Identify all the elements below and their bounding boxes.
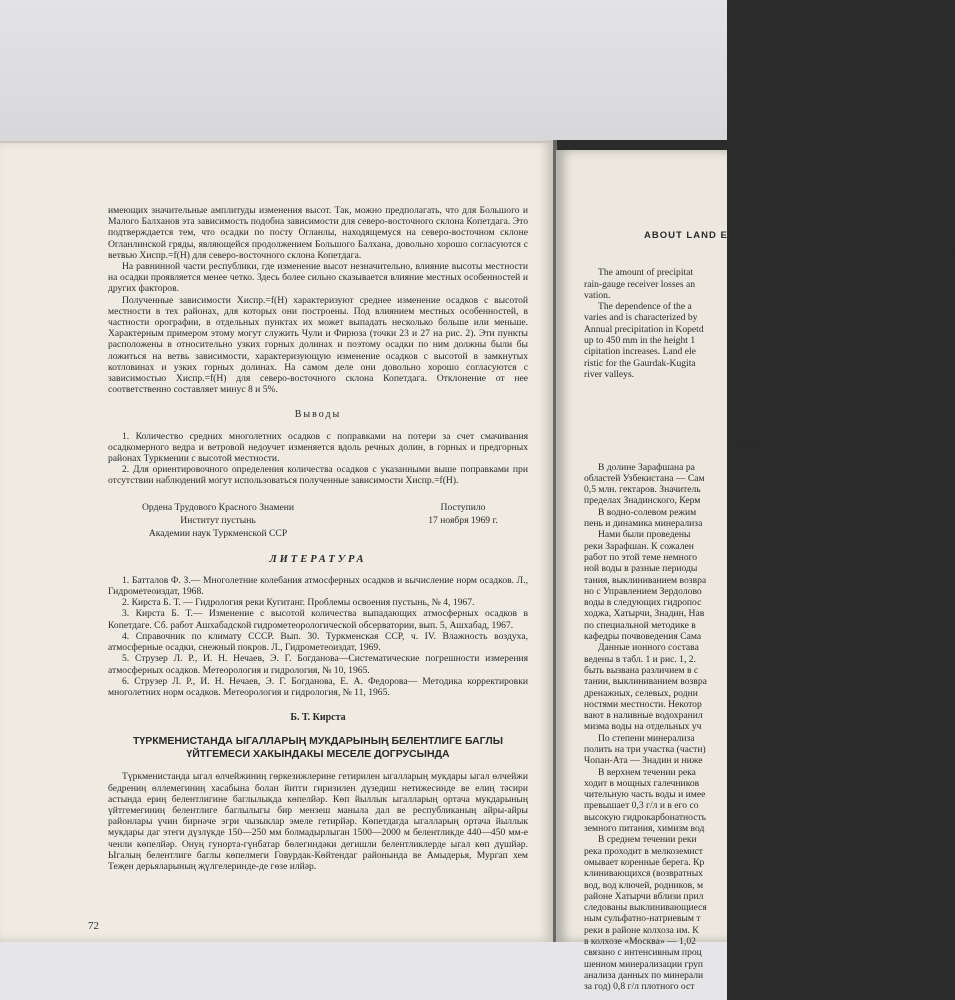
article-line: Чопан-Ата — Знадин и ниже (584, 755, 703, 767)
article-line: чительную часть воды и имее (584, 789, 706, 801)
article-line: тании, выклиниванием возвра (584, 676, 707, 688)
article-line: ным сульфатно-натриевым т (584, 913, 701, 925)
right-page-content (584, 230, 955, 993)
institution (108, 501, 328, 540)
article-line: следованы выклинивающиеся (584, 902, 707, 914)
turkmen-article-title (108, 735, 528, 761)
article-line: областей Узбекистана — Сам (584, 472, 705, 484)
right-page-title-2: H (948, 244, 955, 255)
article-line: по специальной методике в (584, 619, 696, 631)
article-line: связано с интенсивным проц (584, 947, 702, 959)
abstract-line: ristic for the Gaurdak-Kugita (584, 357, 696, 369)
abstract-line: vation. (584, 289, 611, 301)
article-line: омывает коренные берега. Кр (584, 856, 705, 868)
article-line: клинивающихся (возвратных (584, 868, 703, 880)
received-date: 17 ноября 1969 г. (428, 514, 498, 526)
article-line: ностями местности. Некотор (584, 698, 702, 710)
conclusion-item: 2. Для ориентировочного определения количества осадков с указанными выше поправками при отсутствии наблюдений могут использоваться полученные зависимости Xиспр.=f(H). (108, 464, 528, 487)
abstract-line: up to 450 mm in the height 1 (584, 335, 696, 347)
article-line: вод, вод ключей, родников, м (584, 879, 704, 891)
article-line: По степени минерализа (598, 732, 695, 744)
abstract-line: The amount of precipitat (598, 267, 694, 279)
body-paragraph: имеющих значительные амплитуды изменения высот. Так, можно предполагать, что для Большого и Малого Балханов эта зависимость подобна зависимости для северо-восточного склона Копетдага. Это подтверждается тем, что осадки по посту Огланлы, находящемуся на северо-восточном склоне Огланлинской гряды, являющейся продолжением Большого Балхана, довольно хорошо согласуются с ветвью Xиспр.=f(H) для северо-восточного склона Копетдага. (108, 205, 528, 261)
abstract-line: The dependence of the a (598, 301, 692, 313)
abstract-line: Annual precipitation in Kopetd (584, 323, 704, 335)
affiliation-block (108, 501, 528, 540)
article-line: полить на три участка (части) (584, 743, 706, 755)
title-line: ТҮРКМЕНИСТАНДА ЫГАЛЛАРЫҢ МУКДАРЫНЫҢ БЕЛЕНТЛИГЕ БАГЛЫ (132, 735, 504, 748)
scanner-background-top (0, 0, 727, 140)
article-line: Нами были проведены (598, 529, 691, 541)
institution-line: Академии наук Туркменской ССР (148, 527, 288, 539)
body-paragraph: На равнинной части республики, где изменение высот незначительно, влияние высоты местности на осадки проявляется менее четко. Здесь более сильно сказывается влияние местных особенностей и других факторов. (108, 261, 528, 295)
literature-heading: ЛИТЕРАТУРА (269, 553, 367, 565)
article-line: в колхозе «Москва» — 1,02 (584, 936, 696, 948)
institution-line: Институт пустынь (180, 514, 256, 526)
reference-item: 4. Справочник по климату СССР. Вып. 30. Туркменская ССР, ч. IV. Влажность воздуха, атмосферные осадки, снежный покров. Л., Гидрометеоиздат, 1969. (108, 630, 528, 654)
right-page-heading: ХИМ (734, 436, 760, 448)
abstract-line: varies and is characterized by (584, 312, 698, 324)
right-page (556, 150, 955, 993)
russian-article-text (584, 462, 754, 993)
received-label: Поступило (440, 501, 486, 513)
article-line: воды в следующих гидропос (584, 597, 702, 609)
abstract-line: river valleys. (584, 368, 635, 380)
page-number: 72 (88, 920, 99, 932)
article-line: реки в районе колхоза им. К (584, 924, 699, 936)
article-line: шенном минерализации груп (584, 958, 704, 970)
article-line: за год) 0,8 г/л плотного ост (584, 981, 695, 993)
article-line: ной воды в разные периоды (584, 563, 698, 575)
article-line: вают в наливные водохранил (584, 710, 703, 722)
received-date-block (398, 501, 528, 540)
left-page-content (108, 205, 528, 872)
article-line: 0,5 млн. гектаров. Значитель (584, 484, 701, 496)
article-line: быть вызвана различием в с (584, 664, 699, 676)
institution-line: Ордена Трудового Красного Знамени (141, 501, 295, 513)
reference-item: 5. Струзер Л. Р., И. Н. Нечаев, Э. Г. Богданова—Систематические погрешности измерения атмосферных осадков. Метеорология и гидрология, № 10, 1965. (108, 653, 528, 676)
english-abstract (584, 267, 754, 380)
article-line: районе Хатырчи вблизи прил (584, 890, 704, 902)
references-list (108, 575, 528, 698)
article-line: мизма воды на отдельных уч (584, 721, 702, 733)
article-line: ходит в мощных галечников (584, 777, 700, 789)
article-line: высокую гидрокарбонатность (584, 811, 707, 823)
article-line: реки Зарафшан. К сожален (584, 540, 694, 552)
page-edge-shadow (0, 141, 553, 143)
article-line: превышает 0,3 г/л и в его со (584, 800, 699, 812)
article-line: анализа данных по минерали (584, 969, 704, 981)
article-line: В долине Зарафшана ра (598, 461, 695, 473)
article-line: работ по этой теме немного (584, 551, 698, 563)
conclusion-item: 1. Количество средних многолетних осадков с поправками на потери за счет смачивания осадкомерного ведра и ветровой недоучет изменяется вдоль речных долин, в горных и предгорных районах Туркмении с высотой местности. (108, 430, 528, 465)
article-line: Данные ионного состава (598, 642, 699, 654)
article-line: В среднем течении реки (598, 834, 697, 846)
article-line: но с Управлением Зердолово (584, 585, 702, 597)
author-name: Б. Т. Кирста (290, 712, 346, 724)
abstract-line: rain-gauge receiver losses an (584, 278, 696, 290)
article-line: В водно-солевом режим (598, 506, 697, 518)
abstract-line: cipitation increases. Land ele (584, 346, 696, 358)
reference-item: 1. Батталов Ф. З.— Многолетние колебания атмосферных осадков и вычисление норм осадков. Л., Гидрометеоиздат, 1968. (108, 574, 528, 598)
article-line: земного питания, химизм вод (584, 823, 705, 835)
article-line: дренажных, селевых, родни (584, 687, 698, 699)
article-line: пределах Знадинского, Керм (584, 495, 701, 507)
body-paragraph: Полученные зависимости Xиспр.=f(H) характеризуют среднее изменение осадков с высотой местности в тех районах, для которых они построены. Под влиянием местных особенностей, в частности орографии, в отдельных пунктах их может выпадать несколько больше или меньше. Характерным примером этому могут служить Чули и Фирюза (точки 23 и 27 на рис. 2). Эти пункты расположены в относительно узких горных долинах и поэтому осадки по ним должны были бы ложиться на ветвь зависимости, характеризующую изменение осадков с высотой в замкнутых котловинах и узких горных долинах. На самом деле они довольно хорошо согласуются с зависимостью Xиспр.=f(H) для северо-восточного склона Копетдага. Отклонение от нее соответственно составляет минус 8 и 5%. (108, 294, 528, 396)
article-line: ходжа, Хатырчи, Знадин, Нав (584, 608, 705, 620)
turkmen-paragraph: Түркменистанда ыгал өлчейжиниң гөркезижлерине гетирилен ыгалларың мукдары ыгал өлчейжи бедрениң өллемегиниң хасабына болан йитги гиризилен дүзедиш нетижесинде ве елиң тәсири астында ериң белентлигине баглылыкда көпелйәр. Көп йыллык ыгалларың ортача мукдарының үйтгемегиниң белентлиге баглылыгы бир мензеш маныла дал ве республиканың айры-айры районлары үчин бирнәче эгри чызыклар эмеле гетирйәр. Көпетдагда ыгалларың ортача йыллык мукдары даг этеги дүзлүкде 150—250 мм болмадырлыган 1500—2000 м белентликде 440—450 мм-е ченли көпелйәр. Онуң гунорта-гүнбатар бөлегиндәки дегишли белентликлерде ыгал көп дүшйәр. Ыгалың белентлиге баглы көпелмеги Говурдак-Көйтендаг районында ве Амыдерья, Мургап хем Теҗен дерьяларының җүлгелеринде-де гөзе илйәр. (108, 771, 528, 872)
article-line: В верхнем течении река (598, 766, 696, 778)
title-line: ҮЙТГЕМЕСИ ХАКЫНДАКЫ МЕСЕЛЕ ДОГРУСЫНДА (186, 748, 450, 761)
article-line: ведены в табл. 1 и рис. 1, 2. (584, 653, 696, 665)
article-line: река проходит в мелкоземист (584, 845, 703, 857)
reference-item: 6. Струзер Л. Р., И. Н. Нечаев, Э. Г. Богданова, Е. А. Федорова— Методика корректировки многолетних норм осадков. Метеорология и гидрология, № 11, 1965. (108, 675, 528, 698)
reference-item: 2. Кирста Б. Т. — Гидрология реки Кугитанг. Проблемы освоения пустынь, № 4, 1967. (122, 597, 475, 609)
reference-item: 3. Кирста Б. Т.— Изменение с высотой количества выпадающих атмосферных осадков в Копетдаге. Сб. работ Ашхабадской гидрометеорологической обсерватории, вып. 5, Ашхабад, 1967. (108, 608, 528, 631)
article-line: кафедры почвоведения Сама (584, 631, 702, 643)
article-line: тания, выклиниванием возвра (584, 574, 707, 586)
conclusions-heading: Выводы (294, 409, 342, 421)
right-page-title: ABOUT LAND EL (644, 230, 735, 241)
article-line: пень и динамика минерализа (584, 518, 703, 530)
